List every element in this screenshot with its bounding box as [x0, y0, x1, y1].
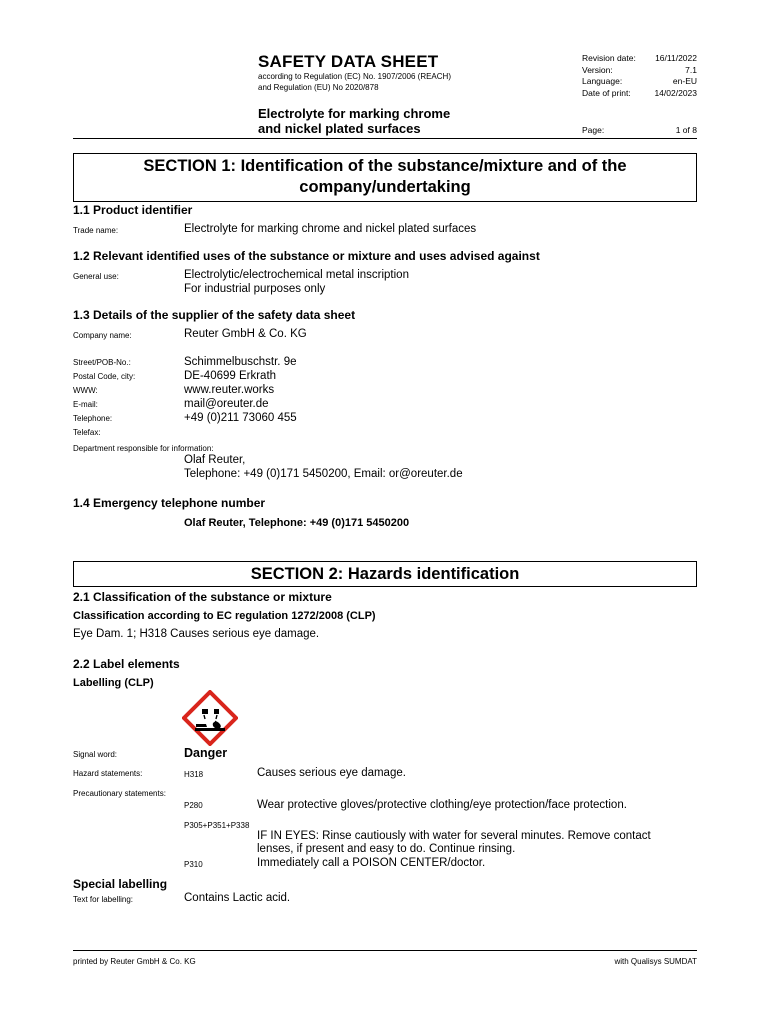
street-label: Street/POB-No.: [73, 358, 131, 367]
department-line-2: Telephone: +49 (0)171 5450200, Email: or@oreuter.de [184, 468, 463, 480]
footer-right: with Qualisys SUMDAT [614, 957, 697, 966]
company-name-value: Reuter GmbH & Co. KG [184, 328, 307, 340]
section-2-2-heading: 2.2 Label elements [73, 657, 180, 671]
section-1-2-heading: 1.2 Relevant identified uses of the substance or mixture and uses advised against [73, 249, 540, 263]
product-name-line-2: and nickel plated surfaces [258, 121, 421, 136]
emergency-number-value: Olaf Reuter, Telephone: +49 (0)171 5450200 [184, 517, 410, 529]
postal-code-value: DE-40699 Erkrath [184, 370, 277, 382]
signal-word-label: Signal word: [73, 750, 118, 759]
telephone-label: Telephone: [73, 414, 113, 423]
signal-word-value: Danger [184, 746, 228, 760]
meta-labels [582, 53, 636, 99]
company-name-label: Company name: [73, 331, 132, 340]
page-number: 1 of 8 [675, 125, 697, 135]
ghs05-corrosion-icon [182, 690, 238, 746]
department-value [184, 453, 463, 481]
section-2-title: SECTION 2: Hazards identification [73, 561, 697, 587]
text-for-labelling-value: Contains Lactic acid. [184, 892, 291, 904]
footer-divider [73, 950, 697, 951]
revision-date-label: Revision date: [582, 53, 636, 63]
hazard-text: Causes serious eye damage. [257, 767, 406, 779]
precaution-text-1: Wear protective gloves/protective clothing/eye protection/face protection. [257, 799, 627, 811]
trade-name-label: Trade name: [73, 226, 119, 235]
regulation-line-2: and Regulation (EU) No 2020/878 [258, 83, 379, 92]
version-label: Version: [582, 64, 613, 75]
special-labelling-heading: Special labelling [73, 877, 168, 891]
precaution-code-3: P310 [184, 860, 203, 869]
precautionary-statements-label: Precautionary statements: [73, 789, 166, 798]
general-use-line-2: For industrial purposes only [184, 283, 326, 295]
language-label: Language: [582, 76, 623, 86]
department-line-1: Olaf Reuter, [184, 454, 246, 466]
precaution-text-3: Immediately call a POISON CENTER/doctor. [257, 857, 486, 869]
labelling-heading: Labelling (CLP) [73, 677, 154, 689]
section-1-title-line-1: SECTION 1: Identification of the substance/mixture and of the [143, 157, 627, 175]
telefax-label: Telefax: [73, 428, 101, 437]
section-1-title [73, 153, 697, 202]
precaution-text-2 [257, 830, 651, 856]
revision-date-value: 16/11/2022 [655, 53, 697, 63]
classification-value: Eye Dam. 1; H318 Causes serious eye damage. [73, 628, 320, 640]
date-of-print-value: 14/02/2023 [654, 87, 697, 98]
general-use-line-1: Electrolytic/electrochemical metal inscription [184, 269, 409, 281]
meta-values [640, 53, 697, 99]
section-1-title-line-2: company/undertaking [299, 178, 471, 196]
hazard-code: H318 [184, 770, 204, 779]
telephone-value: +49 (0)211 73060 455 [184, 412, 297, 424]
section-1-4-heading: 1.4 Emergency telephone number [73, 496, 266, 510]
page-label: Page: [582, 125, 605, 135]
general-use-value [184, 268, 409, 296]
text-for-labelling-label: Text for labelling: [73, 895, 134, 904]
department-label: Department responsible for information: [73, 444, 214, 453]
date-of-print-label: Date of print: [582, 87, 631, 98]
product-name-line-1: Electrolyte for marking chrome [258, 106, 451, 121]
version-value: 7.1 [685, 64, 697, 75]
section-1-1-heading: 1.1 Product identifier [73, 203, 193, 217]
precaution-code-1: P280 [184, 801, 203, 810]
language-value: en-EU [672, 76, 697, 86]
email-label: E-mail: [73, 400, 98, 409]
document-title: SAFETY DATA SHEET [258, 52, 439, 71]
precaution-text-2-line-1: IF IN EYES: Rinse cautiously with water for several minutes. Remove contact [257, 830, 651, 842]
section-2-1-heading: 2.1 Classification of the substance or mixture [73, 590, 332, 604]
section-1-3-heading: 1.3 Details of the supplier of the safety data sheet [73, 308, 356, 322]
general-use-label: General use: [73, 272, 119, 281]
trade-name-value: Electrolyte for marking chrome and nickel plated surfaces [184, 223, 477, 235]
postal-code-label: Postal Code, city: [73, 372, 136, 381]
www-value: www.reuter.works [184, 384, 275, 396]
product-name-header [258, 106, 450, 136]
precaution-code-2: P305+P351+P338 [184, 821, 250, 830]
hazard-statements-label: Hazard statements: [73, 769, 143, 778]
regulation-line-1: according to Regulation (EC) No. 1907/2006 (REACH) [258, 72, 451, 81]
footer-left: printed by Reuter GmbH & Co. KG [73, 957, 196, 966]
www-label: WWW: [73, 386, 98, 395]
precaution-text-2-line-2: lenses, if present and easy to do. Continue rinsing. [257, 843, 516, 855]
classification-heading: Classification according to EC regulation 1272/2008 (CLP) [73, 610, 376, 622]
street-value: Schimmelbuschstr. 9e [184, 356, 297, 368]
email-value: mail@oreuter.de [184, 398, 269, 410]
header-divider [73, 138, 697, 139]
